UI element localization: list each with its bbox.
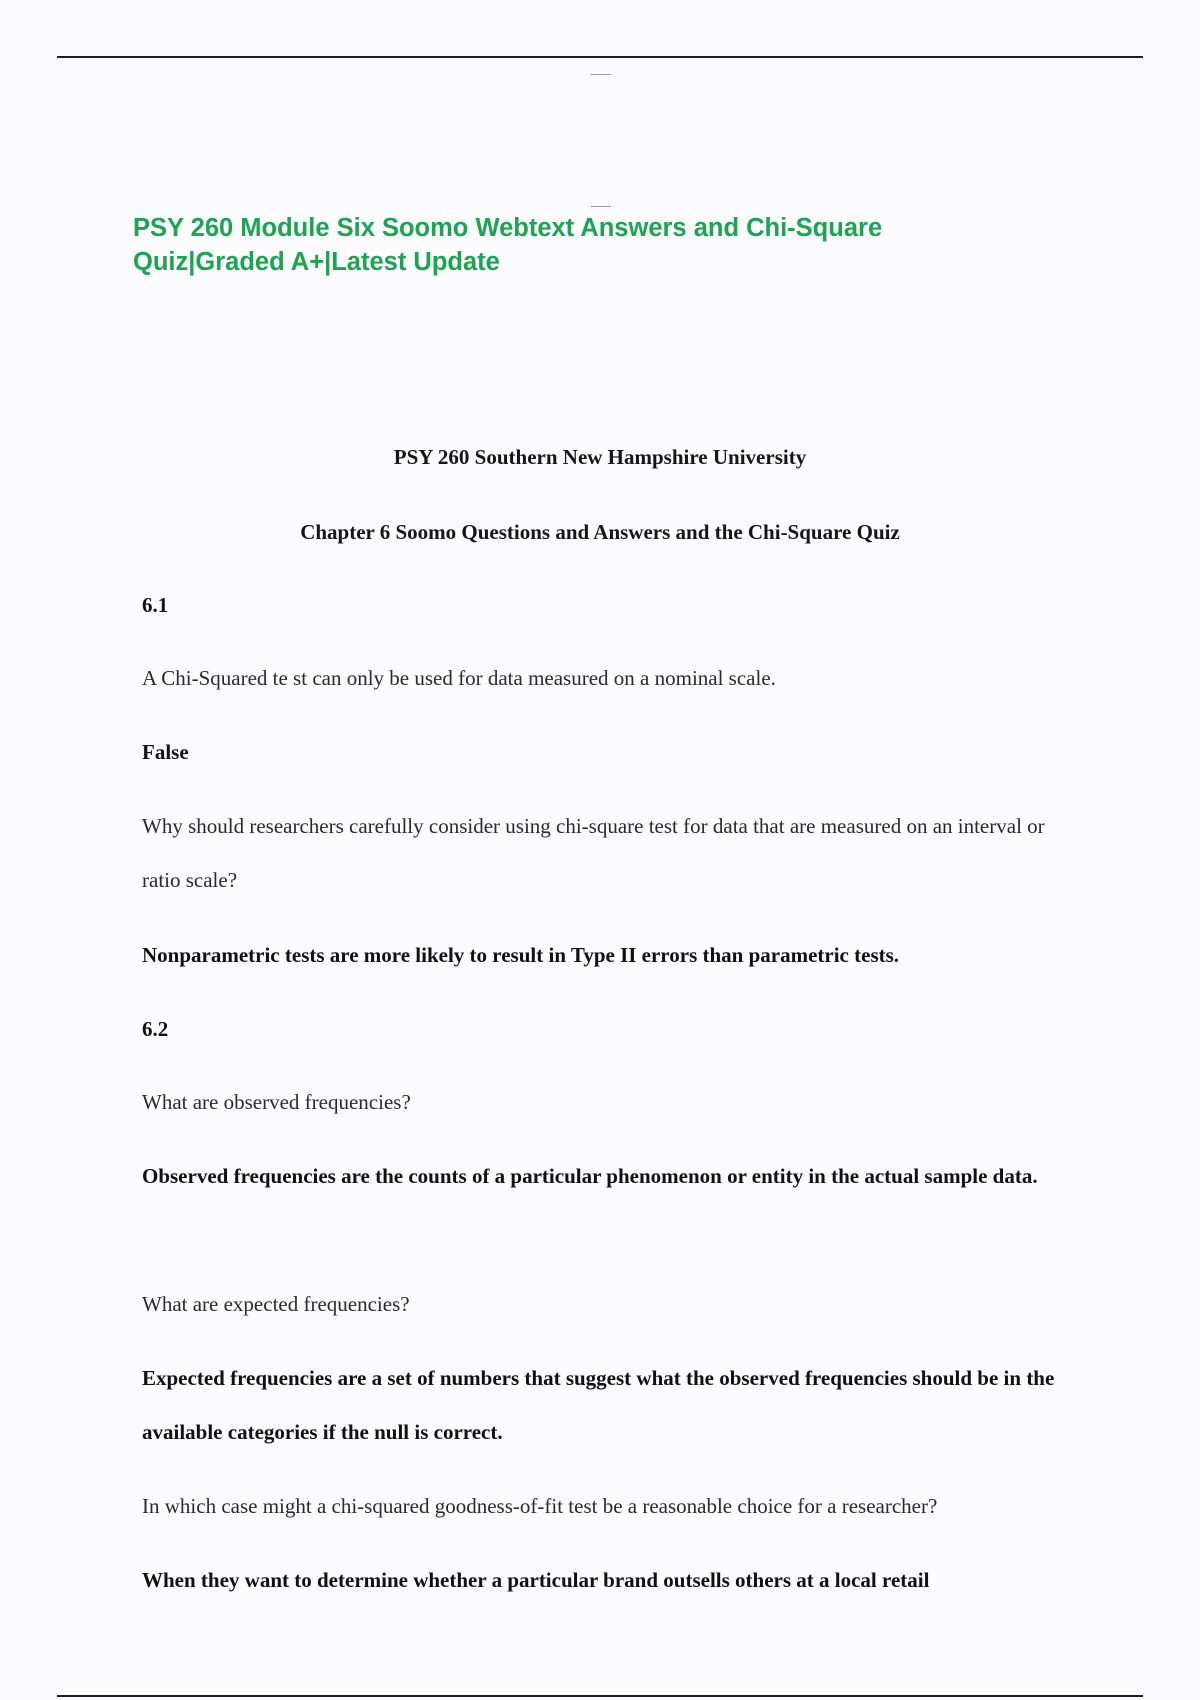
answer-text: When they want to determine whether a particular brand outsells others at a local retail	[142, 1568, 930, 1592]
section-number: 6.2	[142, 1017, 169, 1041]
bottom-rule	[57, 1695, 1143, 1697]
section-number: 6.1	[142, 593, 169, 617]
top-rule	[57, 56, 1143, 58]
answer-text: Nonparametric tests are more likely to result in Type II errors than parametric tests.	[142, 943, 900, 967]
question-text: In which case might a chi-squared goodness-of-fit test be a reasonable choice for a researcher?	[142, 1494, 938, 1518]
question-text: Why should researchers carefully consider using chi-square test for data that are measured on an interval or ratio scale?	[142, 814, 1045, 892]
answer-text: False	[142, 740, 189, 764]
header-mark	[591, 206, 611, 207]
question-text: What are observed frequencies?	[142, 1090, 411, 1114]
header-mark	[591, 74, 611, 75]
chapter-heading: Chapter 6 Soomo Questions and Answers and the Chi-Square Quiz	[300, 520, 900, 544]
document-title: PSY 260 Module Six Soomo Webtext Answers and Chi-Square Quiz|Graded A+|Latest Update	[133, 214, 883, 276]
question-text: A Chi-Squared te st can only be used for data measured on a nominal scale.	[142, 666, 776, 690]
answer-text: Expected frequencies are a set of numbers that suggest what the observed frequencies should be in the available categories if the null is correct.	[142, 1366, 1055, 1444]
answer-text: Observed frequencies are the counts of a particular phenomenon or entity in the actual sample data.	[142, 1164, 1038, 1188]
university-heading: PSY 260 Southern New Hampshire University	[393, 445, 807, 469]
question-text: What are expected frequencies?	[142, 1292, 410, 1316]
